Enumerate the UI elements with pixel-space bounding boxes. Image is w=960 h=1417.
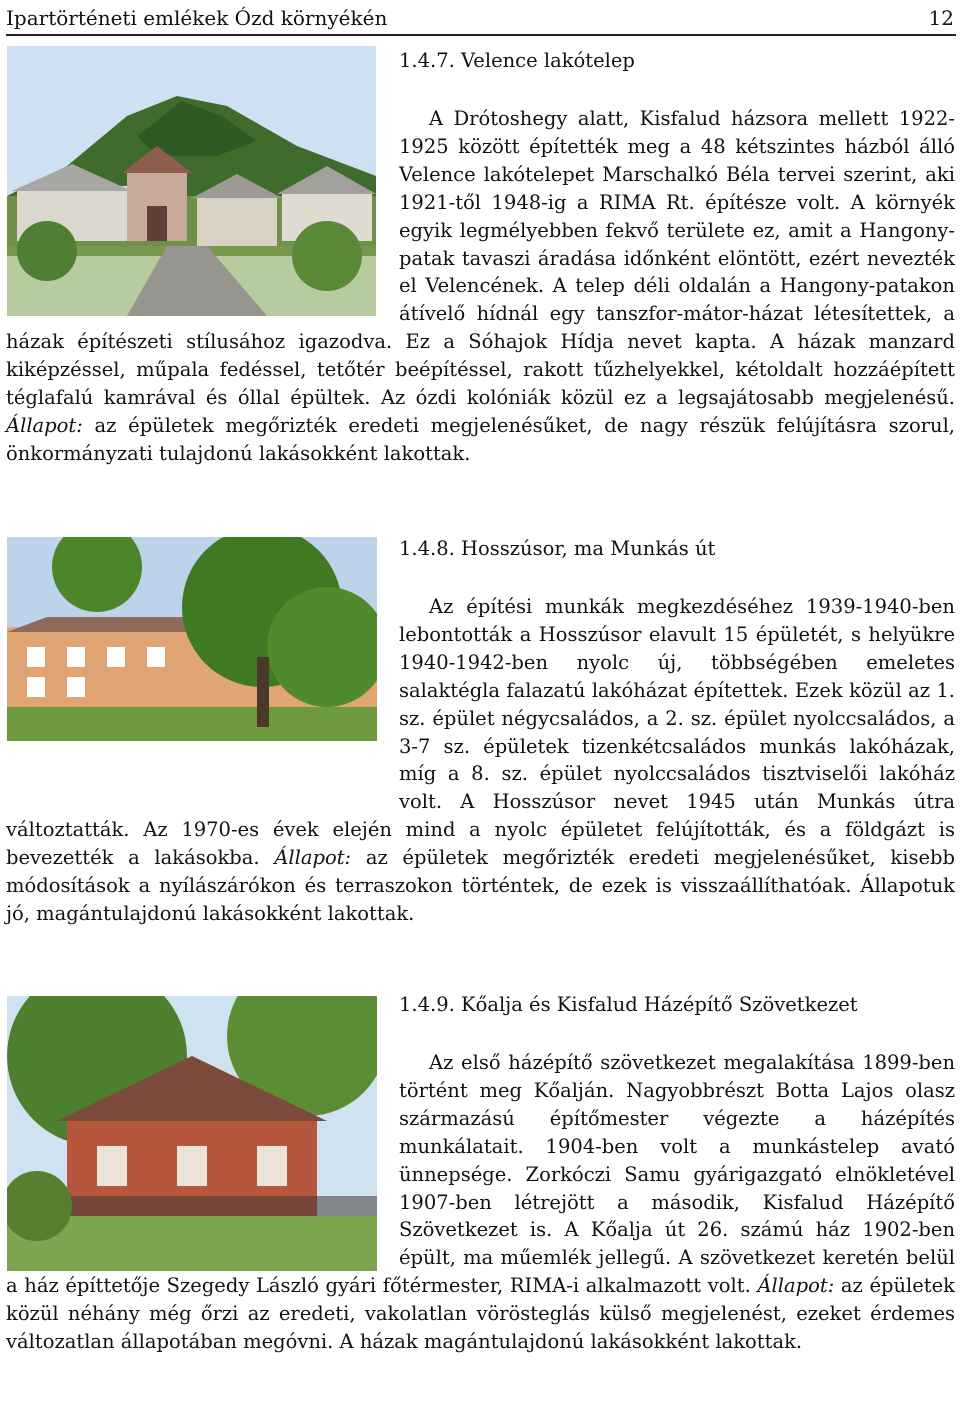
state-label: Állapot: (757, 1274, 835, 1298)
section-body-velence (6, 105, 955, 468)
section-body-hosszusor (6, 593, 955, 928)
body-text: A Drótoshegy alatt, Kisfalud házsora mellett 1922-1925 között építették meg a 48 kétszintes házból álló Velence lakótelepet Marschalkó Béla tervei szerint, aki 1921-től 1948-ig a RIMA Rt. építésze volt. A környék egyik legmélyebben fekvő területe ez, amit a Hangony-patak tavaszi áradása időnként elöntött, ezért nevezték el Velencének. A telep déli oldalán a Hangony-patakon átívelő hídnál egy tanszfor-mátor-házat létesítettek, a házak építészeti stílusához igazodva. Ez a Sóhajok Hídja nevet kapta. A házak manzard kiképzéssel, műpala fedéssel, tetőtér beépítéssel, rakott tűzhelyekkel, kétoldalt hozzáépített téglafalú kamrával és óllal épültek. Az ózdi kolóniák közül ez a legsajátosabb megjelenésű. (6, 107, 955, 410)
state-label: Állapot: (6, 413, 83, 437)
body-text: Az építési munkák megkezdéséhez 1939-1940-ben lebontották a Hosszúsor elavult 15 épületét, s helyükre 1940-1942-ben nyolc új, többségében emeletes salaktégla falazatú lakóházat építettek. Ezek közül az 1. sz. épület négycsaládos, a 2. sz. épület nyolccsaládos, a 3-7 sz. épületek tizenkétcsaládos munkás lakóházak, míg a 8. sz. épület nyolccsaládos tisztviselői lakóház volt. A Hosszúsor nevet 1945 után Munkás útra változtatták. Az 1970-es évek elején mind a nyolc épületet felújították, és a földgázt is bevezették a lakásokba. (6, 595, 955, 870)
body-text: Az első házépítő szövetkezet megalakítása 1899-ben történt meg Kőalján. Nagyobbrészt Botta Lajos olasz származású építőmester végezte a házépítés munkálatait. 1904-ben volt a munkástelep avató ünnepsége. Zorkóczi Samu gyárigazgató elnökletével 1907-ben létrejött a második, Kisfalud Házépítő Szövetkezet is. A Kőalja út 26. számú ház 1902-ben épült, ma műemlék jellegű. A szövetkezet keretén belül a ház építtetője Szegedy László gyári főtérmester, RIMA-i alkalmazott volt. (6, 1051, 955, 1298)
section-body-koalja (6, 1049, 955, 1356)
section-heading-hosszusor: 1.4.8. Hosszúsor, ma Munkás út (399, 537, 716, 560)
page-header (6, 4, 956, 36)
state-label: Állapot: (274, 846, 352, 870)
page-number: 12 (928, 6, 954, 30)
section-heading-velence: 1.4.7. Velence lakótelep (399, 49, 635, 72)
state-text: az épületek megőrizték eredeti megjelenésűket, de nagy részük felújításra szorul, önkormányzati tulajdonú lakásokként lakottak. (6, 413, 955, 465)
section-heading-koalja: 1.4.9. Kőalja és Kisfalud Házépítő Szövetkezet (399, 993, 858, 1016)
state-text: az épületek megőrizték eredeti megjelenésűket, kisebb módosítások a nyílászárókon és terraszokon történtek, de ezek is visszaállíthatóak. Állapotuk jó, magántulajdonú lakásokként lakottak. (6, 846, 955, 925)
running-title: Ipartörténeti emlékek Ózd környékén (6, 6, 388, 30)
state-text: az épületek közül néhány még őrzi az eredeti, vakolatlan vörösteglás külső megjelenést, ezeket érdemes változatlan állapotában megóvni. A házak magántulajdonú lakásokként lakottak. (6, 1274, 956, 1354)
